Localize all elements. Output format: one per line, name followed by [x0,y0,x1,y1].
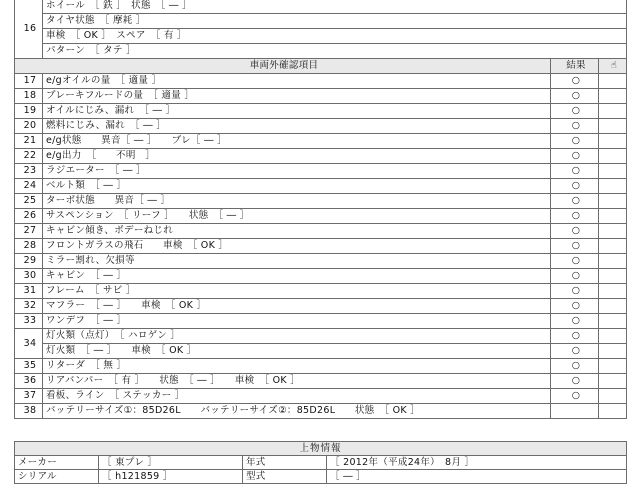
item-text: 看板、ライン ［ ステッカー ］ [43,389,551,404]
result-mark: ○ [551,254,599,269]
item-number: 36 [15,374,43,389]
check-item-row [15,224,627,239]
result-mark: ○ [551,269,599,284]
check-item-row [15,89,627,104]
stamp-cell [599,344,627,359]
item-number: 17 [15,74,43,89]
item-text: ホイール ［ 鉄 ］ 状態 ［ ― ］ [43,0,627,14]
check-item-row [15,179,627,194]
result-mark: ○ [551,104,599,119]
item-number: 37 [15,389,43,404]
item-number: 30 [15,269,43,284]
result-mark [551,404,599,419]
body-info-row [15,456,627,470]
stamp-cell [599,74,627,89]
result-mark: ○ [551,344,599,359]
inspection-table [14,0,627,419]
item-text: 車検 ［ OK ］ スペア ［ 有 ］ [43,29,627,44]
stamp-cell [599,329,627,344]
check-item-row [15,74,627,89]
item-number: 31 [15,284,43,299]
item-text: ベルト類 ［ ― ］ [43,179,551,194]
item-number: 33 [15,314,43,329]
item-number: 28 [15,239,43,254]
check-item-row [15,314,627,329]
item-number: 24 [15,179,43,194]
stamp-icon: ☝ [599,59,627,74]
stamp-cell [599,374,627,389]
stamp-cell [599,104,627,119]
item-number: 20 [15,119,43,134]
info-label: メーカー [15,456,99,470]
result-mark: ○ [551,209,599,224]
result-mark: ○ [551,389,599,404]
item-text: マフラー ［ ― ］ 車検 ［ OK ］ [43,299,551,314]
check-item-row [15,329,627,344]
stamp-cell [599,239,627,254]
result-mark: ○ [551,329,599,344]
check-item-row [15,134,627,149]
body-info-row [15,470,627,484]
info-label: シリアル [15,470,99,484]
item-number: 21 [15,134,43,149]
stamp-cell [599,299,627,314]
result-mark: ○ [551,194,599,209]
result-mark: ○ [551,74,599,89]
item-text: フレーム ［ サビ ］ [43,284,551,299]
item-text: 燃料にじみ、漏れ ［ ― ］ [43,119,551,134]
check-item-row [15,194,627,209]
result-mark: ○ [551,239,599,254]
item-text: 灯火類 ［ ― ］ 車検 ［ OK ］ [43,344,551,359]
body-info-table [14,441,627,484]
item-number: 25 [15,194,43,209]
result-mark: ○ [551,374,599,389]
item-text: e/gオイルの量 ［ 適量 ］ [43,74,551,89]
result-mark: ○ [551,149,599,164]
check-item-row [15,344,627,359]
item-number: 19 [15,104,43,119]
item-text: e/g状態 異音［ ― ］ ブレ［ ― ］ [43,134,551,149]
result-mark: ○ [551,284,599,299]
stamp-cell [599,134,627,149]
stamp-cell [599,404,627,419]
item-text: オイルにじみ、漏れ ［ ― ］ [43,104,551,119]
stamp-cell [599,89,627,104]
item-text: サスペンション ［ リーフ ］ 状態 ［ ― ］ [43,209,551,224]
stamp-cell [599,269,627,284]
check-item-row [15,239,627,254]
check-item-row [15,149,627,164]
item-text: ブレーキフルードの量 ［ 適量 ］ [43,89,551,104]
result-mark: ○ [551,179,599,194]
item-text: リターダ ［ 無 ］ [43,359,551,374]
result-mark: ○ [551,299,599,314]
result-header: 結果 [551,59,599,74]
result-mark: ○ [551,314,599,329]
stamp-cell [599,119,627,134]
stamp-cell [599,359,627,374]
check-item-row [15,374,627,389]
item-text: バッテリーサイズ①：85D26L バッテリーサイズ②：85D26L 状態 ［ OK ］ [43,404,551,419]
item-number: 27 [15,224,43,239]
item-number: 16 [15,0,43,59]
section-title: 車両外確認項目 [15,59,551,74]
info-value: ［ h121859 ］ [99,470,243,484]
item-text: キャビン ［ ― ］ [43,269,551,284]
tire-row [15,29,627,44]
result-mark: ○ [551,164,599,179]
stamp-cell [599,389,627,404]
result-mark: ○ [551,89,599,104]
item-text: ラジエーター ［ ― ］ [43,164,551,179]
body-info-header [15,442,627,456]
item-number: 29 [15,254,43,269]
result-mark: ○ [551,359,599,374]
item-number: 23 [15,164,43,179]
check-item-row [15,284,627,299]
check-item-row [15,209,627,224]
info-label: 型式 [243,470,327,484]
item-number: 22 [15,149,43,164]
stamp-cell [599,164,627,179]
info-value: ［ 東プレ ］ [99,456,243,470]
item-text: ミラー割れ、欠損等 [43,254,551,269]
check-item-row [15,164,627,179]
item-text: フロントガラスの飛石 車検 ［ OK ］ [43,239,551,254]
stamp-cell [599,314,627,329]
check-item-row [15,254,627,269]
info-label: 年式 [243,456,327,470]
item-text: パターン ［ タテ ］ [43,44,627,59]
item-text: キャビン傾き、ボデーねじれ [43,224,551,239]
stamp-cell [599,254,627,269]
tire-row [15,14,627,29]
item-text: タイヤ状態 ［ 摩耗 ］ [43,14,627,29]
stamp-cell [599,209,627,224]
item-text: ワンデフ ［ ― ］ [43,314,551,329]
info-value: ［ 2012年（平成24年） 8月 ］ [327,456,627,470]
item-text: リアバンパー ［ 有 ］ 状態 ［ ― ］ 車検 ［ OK ］ [43,374,551,389]
item-number: 34 [15,329,43,359]
check-item-row [15,119,627,134]
item-number: 18 [15,89,43,104]
item-number: 38 [15,404,43,419]
stamp-cell [599,224,627,239]
check-item-row [15,359,627,374]
item-number: 35 [15,359,43,374]
stamp-cell [599,284,627,299]
check-item-row [15,104,627,119]
info-value: ［ ― ］ [327,470,627,484]
stamp-cell [599,179,627,194]
check-item-row [15,299,627,314]
item-number: 26 [15,209,43,224]
tire-row [15,0,627,14]
result-mark: ○ [551,134,599,149]
body-info-title: 上物情報 [15,442,627,456]
result-mark: ○ [551,119,599,134]
item-number: 32 [15,299,43,314]
check-item-row [15,389,627,404]
stamp-cell [599,149,627,164]
check-item-row [15,404,627,419]
result-mark: ○ [551,224,599,239]
section-header [15,59,627,74]
tire-row [15,44,627,59]
item-text: ターボ状態 異音［ ― ］ [43,194,551,209]
item-text: 灯火類（点灯） ［ ハロゲン ］ [43,329,551,344]
stamp-cell [599,194,627,209]
check-item-row [15,269,627,284]
item-text: e/g出力 ［ 不明 ］ [43,149,551,164]
